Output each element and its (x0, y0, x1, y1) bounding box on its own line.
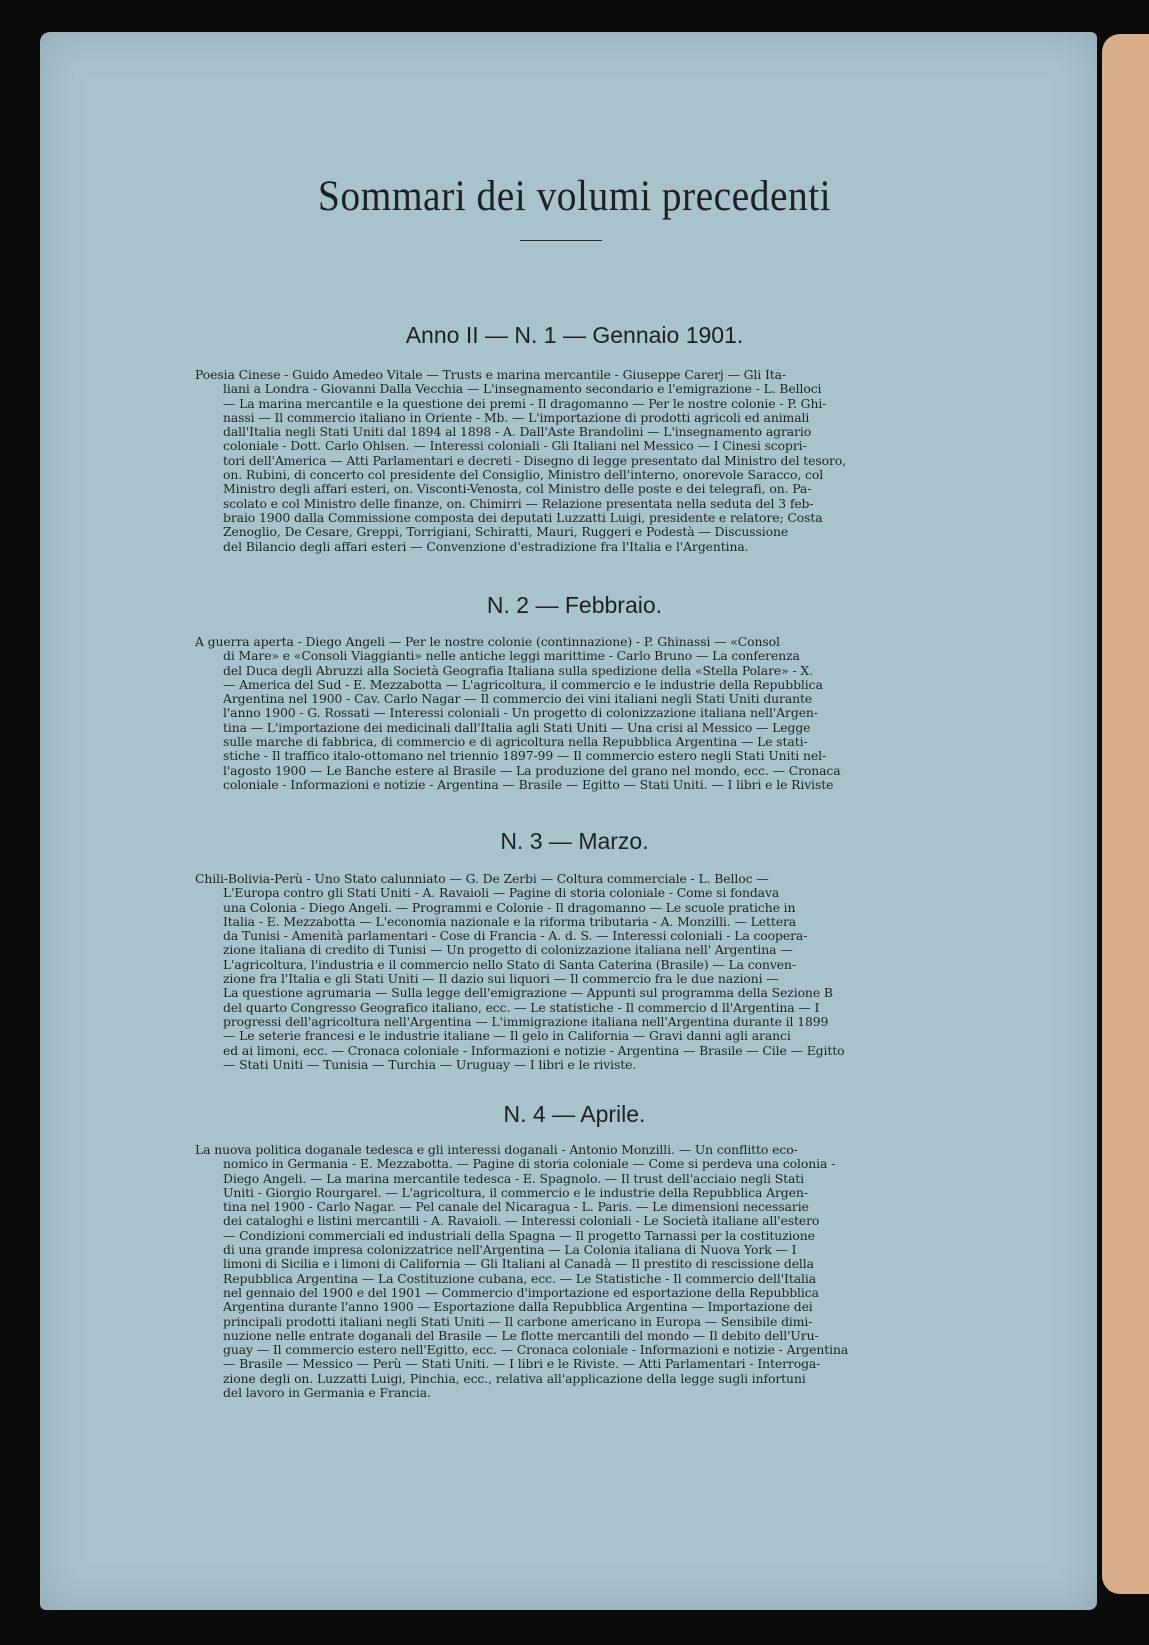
text-line: Repubblica Argentina — La Costituzione cubana, ecc. — Le Statistiche - Il commercio dell'Italia (223, 1270, 817, 1286)
text-line: del Duca degli Abruzzi alla Società Geografia Italiana sulla spedizione della «Stella Polare» - X. (223, 662, 813, 678)
text-line: Argentina durante l'anno 1900 — Esportazione dalla Repubblica Argentina — Importazione dei (223, 1299, 813, 1315)
page-title: Sommari dei volumi precedenti (317, 173, 832, 220)
text-line: Ministro degli affari esteri, on. Visconti-Venosta, col Ministro delle poste e dei telegrafi, on. Pa- (223, 481, 812, 497)
section-body-febbraio (195, 635, 930, 792)
section-heading-marzo: N. 3 — Marzo. (500, 828, 649, 854)
text-line: scolato e col Ministro delle finanze, on. Chimirri — Relazione presentata nella seduta del 3 feb- (223, 495, 814, 511)
text-line: — Le seterie francesi e le industrie italiane — Il gelo in California — Gravi danni agli aranci (223, 1028, 791, 1044)
text-line: — Condizioni commerciali ed industriali della Spagna — Il progetto Tarnassi per la costituzione (223, 1227, 815, 1243)
text-line: — America del Sud - E. Mezzabotta — L'agricoltura, il commercio e le industrie della Repubblica (223, 676, 823, 692)
text-line: nomico in Germania - E. Mezzabotta. — Pagine di storia coloniale — Come si perdeva una colonia - (223, 1156, 836, 1172)
text-line: braio 1900 dalla Commissione composta dei deputati Luzzatti Luigi, presidente e relatore; Costa (223, 509, 823, 525)
text-line: tori dell'America — Atti Parlamentari e decreti - Disegno di legge presentato dal Ministro del tesoro, (223, 452, 847, 468)
text-line: Poesia Cinese - Guido Amedeo Vitale — Trusts e marina mercantile - Giuseppe Carerj — Gli Ita- (195, 367, 787, 382)
text-line: nuzione nelle entrate doganali del Brasile — Le flotte mercantili del mondo — Il debito dell'Uru- (223, 1327, 819, 1343)
section-body-aprile (195, 1143, 930, 1400)
text-line: di Mare» e «Consoli Viaggianti» nelle antiche leggi marittime - Carlo Bruno — La conferenza (223, 648, 800, 664)
text-line: L'agricoltura, l'industria e il commercio nello Stato di Santa Caterina (Brasile) — La conven- (223, 956, 796, 972)
section-heading-aprile: N. 4 — Aprile. (503, 1101, 646, 1127)
text-line: progressi dell'agricoltura nell'Argentina — L'immigrazione italiana nell'Argentina durante il 1899 (223, 1013, 829, 1029)
section-body-marzo (195, 872, 930, 1072)
text-line: del Bilancio degli affari esteri — Convenzione d'estradizione fra l'Italia e l'Argentina. (223, 538, 749, 554)
section-heading-gennaio: Anno II — N. 1 — Gennaio 1901. (405, 322, 744, 348)
text-line: La questione agrumaria — Sulla legge dell'emigrazione — Appunti sul programma della Sezione B (223, 985, 833, 1001)
text-line: tina nel 1900 - Carlo Nagar. — Pel canale del Nicaragua - L. Paris. — Le dimensioni necessarie (223, 1199, 809, 1215)
text-line: La nuova politica doganale tedesca e gli interessi doganali - Antonio Monzilli. — Un conflitto eco- (195, 1142, 798, 1157)
text-line: l'agosto 1900 — Le Banche estere al Brasile — La produzione del grano nel mondo, ecc. — Cronaca (223, 762, 841, 778)
text-line: on. Rubini, di concerto col presidente del Consiglio, Ministro dell'interno, onorevole Saracco, col (223, 467, 824, 483)
text-line: da Tunisi - Amenità parlamentari - Cose di Francia - A. d. S. — Interessi coloniali - La coopera- (223, 928, 808, 944)
text-line: Italia - E. Mezzabotta — L'economia nazionale e la riforma tributaria - A. Monzilli. — Lettera (223, 913, 797, 929)
text-line: stiche - Il traffico italo-ottomano nel triennio 1897-99 — Il commercio estero negli Stati Uniti nel- (223, 748, 827, 764)
text-line: — La marina mercantile e la questione dei premi - Il dragomanno — Per le nostre colonie - P. Ghi- (223, 395, 827, 411)
text-line: L'Europa contro gli Stati Uniti - A. Ravaioli — Pagine di storia coloniale - Come si fondava (223, 885, 780, 901)
text-line: Argentina nel 1900 - Cav. Carlo Nagar — Il commercio dei vini italiani negli Stati Uniti durante (223, 691, 813, 707)
text-line: guay — Il commercio estero nell'Egitto, ecc. — Cronaca coloniale - Informazioni e notizie - Argentina (223, 1342, 849, 1358)
text-line: coloniale - Dott. Carlo Ohlsen. — Interessi coloniali - Gli Italiani nel Messico — I Cinesi scopri- (223, 438, 807, 454)
text-line: del lavoro in Germania e Francia. (223, 1385, 431, 1401)
text-line: di una grande impresa colonizzatrice nell'Argentina — La Colonia italiana di Nuova York — I (223, 1242, 797, 1258)
text-line: coloniale - Informazioni e notizie - Argentina — Brasile — Egitto — Stati Uniti. — I libri e le Riviste (223, 776, 834, 792)
text-line: Diego Angeli. — La marina mercantile tedesca - E. Spagnolo. — Il trust dell'acciaio negli Stati (223, 1170, 805, 1186)
adjacent-page-edge (1102, 34, 1149, 1594)
text-line: A guerra aperta - Diego Angeli — Per le nostre colonie (continnazione) - P. Ghinassi — «Consol (195, 634, 780, 649)
section-body-gennaio (195, 368, 930, 554)
text-line: tina — L'importazione dei medicinali dall'Italia agli Stati Uniti — Una crisi al Messico — Legge (223, 719, 811, 735)
text-line: dei cataloghi e listini mercantili - A. Ravaioli. — Interessi coloniali - Le Società italiane all'estero (223, 1213, 820, 1229)
text-line: ed ai limoni, ecc. — Cronaca coloniale - Informazioni e notizie - Argentina — Brasile — Cile — Egitto (223, 1042, 845, 1058)
text-line: dall'Italia negli Stati Uniti dal 1894 al 1898 - A. Dall'Aste Brandolini — L'insegnamento agrario (223, 424, 812, 440)
title-divider (520, 240, 602, 241)
text-line: zione fra l'Italia e gli Stati Uniti — Il dazio sui liquori — Il commercio fra le due nazioni — (223, 971, 779, 987)
text-line: zione degli on. Luzzatti Luigi, Pinchia, ecc., relativa all'applicazione della legge sugli infortuni (223, 1370, 806, 1386)
text-line: l'anno 1900 - G. Rossati — Interessi coloniali - Un progetto di colonizzazione italiana nell'Argen- (223, 705, 818, 721)
text-line: — Brasile — Messico — Perù — Stati Uniti. — I libri e le Riviste. — Atti Parlamentari - Interroga- (223, 1356, 821, 1372)
text-line: Chili-Bolivia-Perù - Uno Stato calunniato — G. De Zerbi — Coltura commerciale - L. Belloc — (195, 871, 769, 886)
text-line: liani a Londra - Giovanni Dalla Vecchia — L'insegnamento secondario e l'emigrazione - L. Belloci (223, 381, 822, 397)
text-line: del quarto Congresso Geografico italiano, ecc. — Le statistiche - Il commercio d ll'Argentina — I (223, 999, 820, 1015)
text-line: Zenoglio, De Cesare, Greppi, Torrigiani, Schiratti, Mauri, Ruggeri e Podestà — Discussione (223, 524, 789, 540)
text-line: limoni di Sicilia e i limoni di California — Gli Italiani al Canadà — Il prestito di rescissione della (223, 1256, 814, 1272)
text-line: una Colonia - Diego Angeli. — Programmi e Colonie - Il dragomanno — Le scuole pratiche in (223, 899, 796, 915)
text-line: nassi — Il commercio italiano in Oriente - Mb. — L'importazione di prodotti agricoli ed animali (223, 409, 810, 425)
text-line: — Stati Uniti — Tunisia — Turchia — Uruguay — I libri e le riviste. (223, 1056, 637, 1072)
text-line: principali prodotti italiani negli Stati Uniti — Il carbone americano in Europa — Sensibile dimi- (223, 1313, 813, 1329)
text-line: sulle marche di fabbrica, di commercio e di agricoltura nella Repubblica Argentina — Le stati- (223, 734, 808, 750)
text-line: zione italiana di credito di Tunisi — Un progetto di colonizzazione italiana nell' Argentina — (223, 942, 793, 958)
section-heading-febbraio: N. 2 — Febbraio. (486, 592, 663, 618)
text-line: Uniti - Giorgio Rourgarel. — L'agricoltura, il commercio e le industrie della Repubblica Argen- (223, 1184, 808, 1200)
text-line: nel gennaio del 1900 e del 1901 — Commercio d'importazione ed esportazione della Repubblica (223, 1284, 819, 1300)
